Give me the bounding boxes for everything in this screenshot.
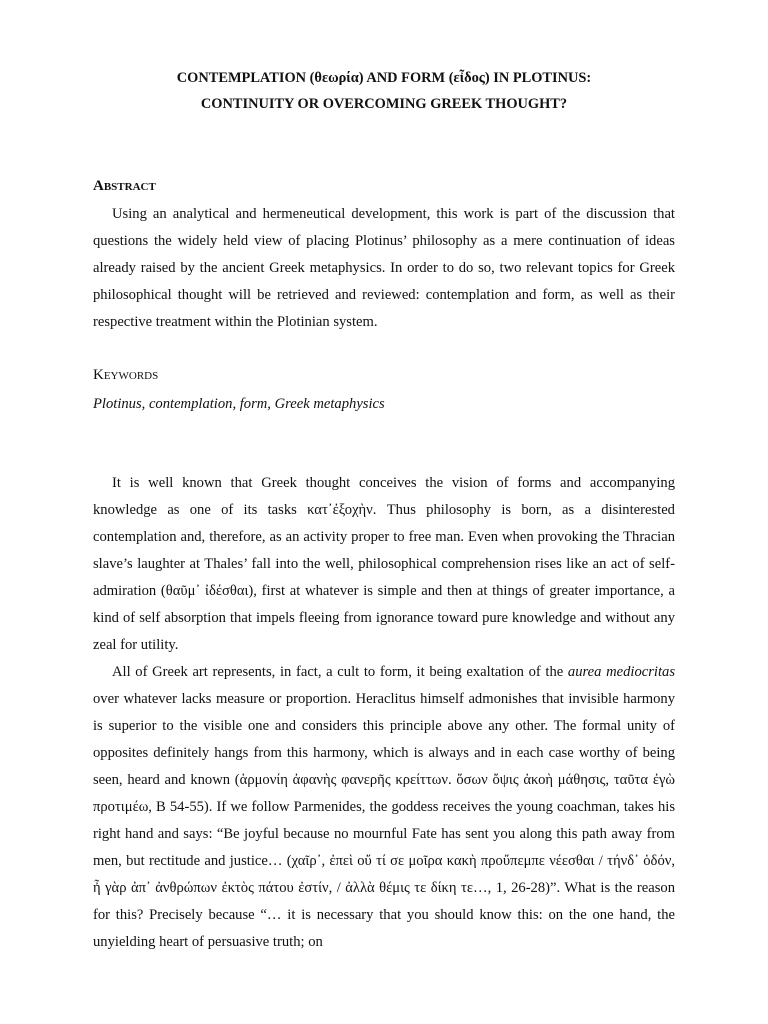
body-p1-text-c: ), first at whatever is simple and then at things of greater importance, a kind of self absorption that impels fleeing from ignorance toward pure knowledge and without any zeal for utility. — [93, 583, 675, 653]
body-p2-text-d: …, 1, 26-28)”. What is the reason for this? Precisely because “… it is necessary that you should know this: on the one hand, the unyielding heart of persuasive truth; on — [93, 880, 676, 950]
body-p2-greek-2: χαῖρ᾽, ἐπεὶ οὔ τί σε μοῖρα κακὴ προὔπεμπε νέεσθαι / τήνδ᾽ ὁδόν, ἦ γὰρ ἀπ᾽ ἀνθρώπων ἐκτὸς πάτου ἐστίν, / ἀλλὰ θέμις τε δίκη τε — [93, 853, 675, 896]
body-paragraph-1 — [93, 470, 675, 659]
body-p2-greek-1: ἁρμονίη ἀφανὴς φανερῆς κρείττων. ὅσων ὄψις ἀκοὴ μάθησις, ταῦτα ἐγὼ προτιμέω — [93, 772, 675, 815]
body-paragraph-2 — [93, 659, 675, 956]
keywords-text: Plotinus, contemplation, form, Greek metaphysics — [93, 396, 385, 412]
paper-title-line-1: CONTEMPLATION (θεωρία) AND FORM (εἶδος) IN PLOTINUS: — [176, 70, 592, 86]
paper-title-line-2: CONTINUITY OR OVERCOMING GREEK THOUGHT? — [200, 96, 568, 112]
abstract-text: Using an analytical and hermeneutical development, this work is part of the discussion that questions the widely held view of placing Plotinus’ philosophy as a mere continuation of ideas already raised by the ancient Greek metaphysics. In order to do so, two relevant topics for Greek philosophical thought will be retrieved and reviewed: contemplation and form, as well as their respective treatment within the Plotinian system. — [93, 206, 675, 330]
body-p2-text-b: over whatever lacks measure or proportion. Heraclitus himself admonishes that invisible harmony is superior to the visible one and considers this principle above any other. The formal unity of opposites definitely hangs from this harmony, which is always and in each case worthy of being seen, heard and known ( — [93, 691, 675, 788]
body-p2-text-a: All of Greek art represents, in fact, a cult to form, it being exaltation of the — [112, 664, 568, 680]
keywords-heading: Keywords — [93, 367, 159, 383]
body-p1-greek-2: θαῦμ᾽ ἰδέσθαι — [165, 583, 249, 599]
body-p1-text-a: It is well known that Greek thought conceives the vision of forms and accompanying knowledge as one of its tasks — [93, 475, 675, 518]
body-p2-latin: aurea mediocritas — [567, 664, 675, 680]
body-p1-greek-1: κατ᾽ἐξοχὴν — [307, 502, 373, 518]
abstract-heading: Abstract — [93, 178, 156, 194]
body-p1-text-b: . Thus philosophy is born, as a disinterested contemplation and, therefore, as an activity proper to free man. Even when provoking the Thracian slave’s laughter at Thales’ fall into the well, philosophical comprehension rises like an act of self-admiration ( — [93, 502, 675, 599]
body-p2-text-c: , B 54-55). If we follow Parmenides, the goddess receives the young coachman, takes his right hand and says: “Be joyful because no mournful Fate has sent you along this path away from men, but rectitude and justice… ( — [93, 799, 675, 869]
